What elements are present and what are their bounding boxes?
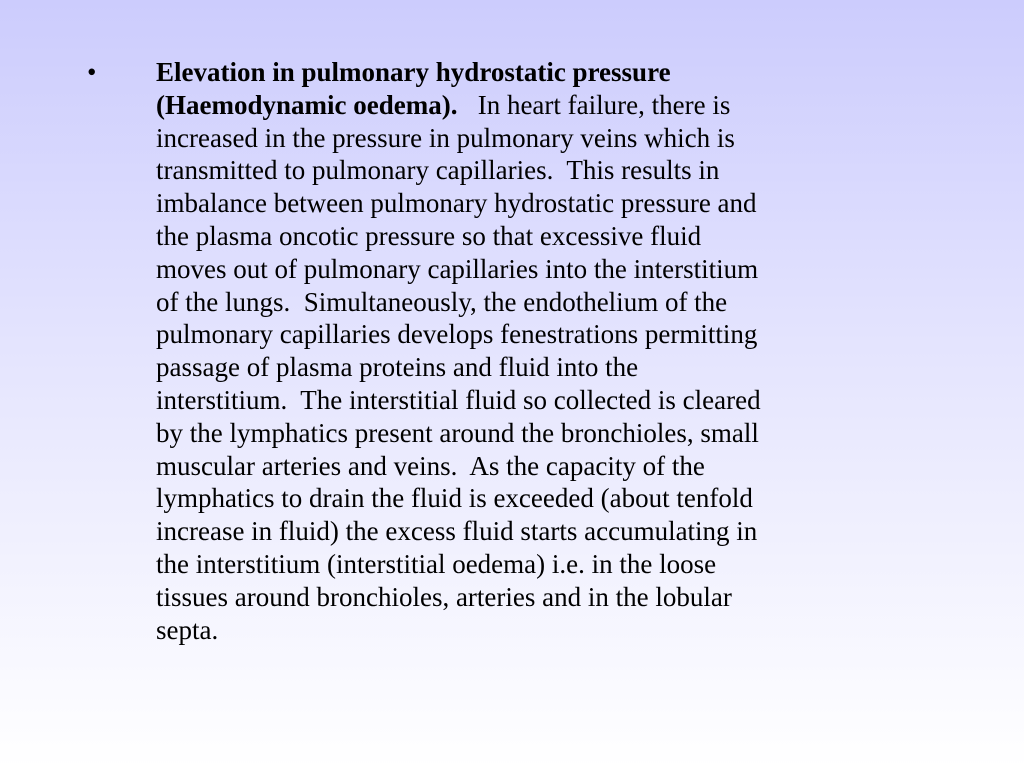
text-line (156, 482, 946, 515)
text-line (156, 515, 946, 548)
text-line (156, 286, 946, 319)
text-line (156, 220, 946, 253)
line-text: lymphatics to drain the fluid is exceeded (about tenfold (156, 483, 753, 514)
text-line (156, 450, 946, 483)
line-text: imbalance between pulmonary hydrostatic pressure and (156, 188, 757, 219)
line-text: transmitted to pulmonary capillaries. This results in (156, 155, 720, 186)
line-text: tissues around bronchioles, arteries and in the lobular (156, 581, 732, 612)
line-text: passage of plasma proteins and fluid into the (156, 352, 639, 383)
line-text: septa. (156, 614, 219, 645)
text-line (156, 417, 946, 450)
line-text: muscular arteries and veins. As the capacity of the (156, 450, 705, 481)
line-text: increased in the pressure in pulmonary veins which is (156, 122, 735, 153)
line-text: of the lungs. Simultaneously, the endothelium of the (156, 286, 728, 317)
line-text: pulmonary capillaries develops fenestrations permitting (156, 319, 758, 350)
line-text: by the lymphatics present around the bronchioles, small (156, 417, 759, 448)
text-line (156, 548, 946, 581)
text-line (156, 318, 946, 351)
bold-heading: Elevation in pulmonary hydrostatic pressure (156, 57, 671, 87)
line-text: In heart failure, there is (457, 89, 731, 120)
text-line (156, 187, 946, 220)
bullet-point: • (87, 57, 97, 87)
text-line (156, 253, 946, 286)
text-line (156, 384, 946, 417)
text-line (156, 614, 946, 647)
text-line (156, 154, 946, 187)
line-text: the plasma oncotic pressure so that excessive fluid (156, 220, 702, 251)
text-line (156, 581, 946, 614)
line-text: moves out of pulmonary capillaries into the interstitium (156, 253, 759, 284)
line-text: interstitium. The interstitial fluid so collected is cleared (156, 384, 761, 415)
line-text: increase in fluid) the excess fluid starts accumulating in (156, 516, 758, 547)
bold-heading: (Haemodynamic oedema). (156, 89, 458, 120)
text-line (156, 122, 946, 155)
line-text: the interstitium (interstitial oedema) i.e. in the loose (156, 548, 717, 579)
text-line (156, 89, 946, 122)
text-line (156, 351, 946, 384)
text-line (156, 56, 946, 89)
body-paragraph (156, 56, 946, 646)
